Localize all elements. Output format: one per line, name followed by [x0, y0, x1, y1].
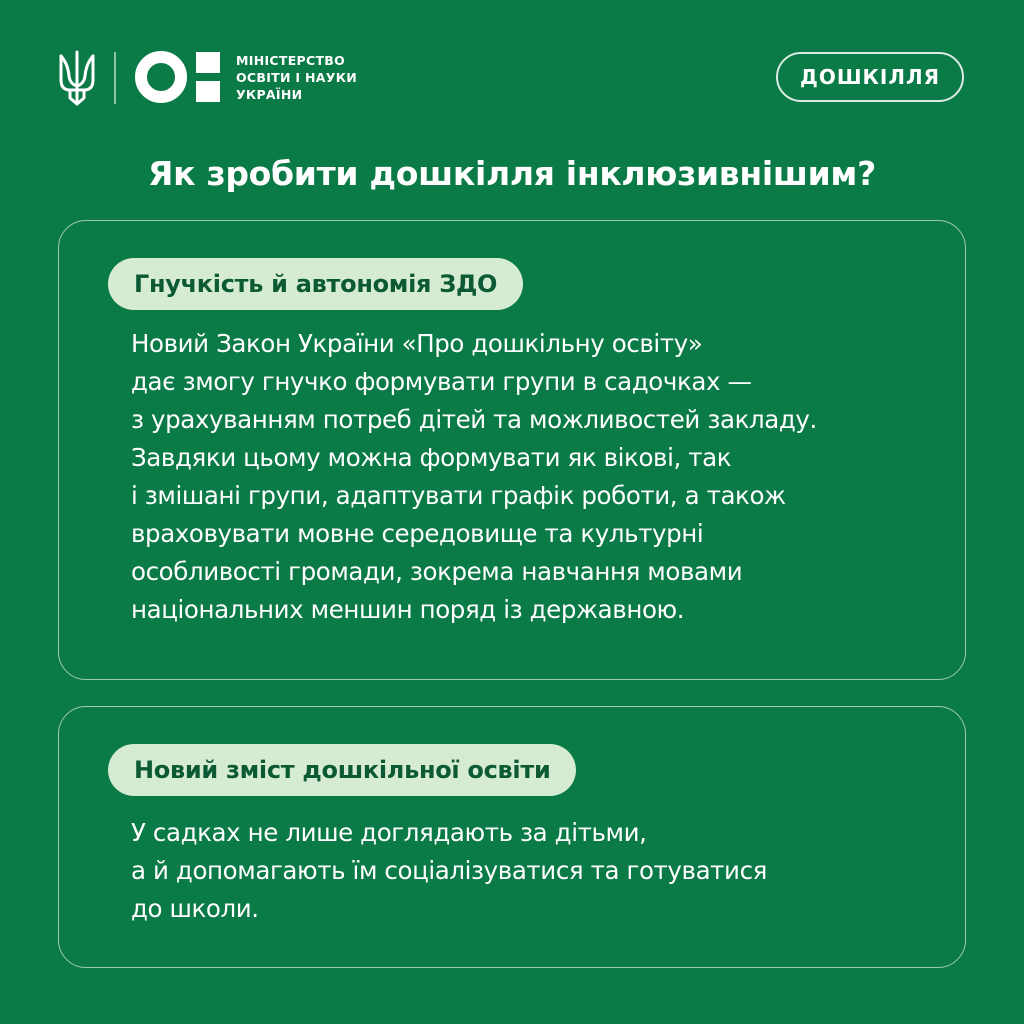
- info-card: [58, 706, 966, 968]
- card-heading: Новий зміст дошкільної освіти: [108, 744, 576, 796]
- card-line: дає змогу гнучко формувати групи в садочках —: [131, 367, 752, 396]
- card-line: і змішані групи, адаптувати графік роботи, а також: [131, 481, 786, 510]
- ministry-logo-icon: [134, 50, 222, 104]
- card-line: з урахуванням потреб дітей та можливостей закладу.: [131, 405, 817, 434]
- card-line: національних меншин поряд із державною.: [131, 595, 685, 624]
- ministry-name-line: УКРАЇНИ: [236, 87, 303, 102]
- info-card: [58, 220, 966, 680]
- header-divider: [114, 52, 116, 104]
- card-body: [131, 325, 935, 629]
- page-title: Як зробити дошкілля інклюзивнішим?: [148, 154, 876, 193]
- card-line: особливості громади, зокрема навчання мовами: [131, 557, 743, 586]
- card-line: до школи.: [131, 894, 259, 923]
- card-heading: Гнучкість й автономія ЗДО: [108, 258, 523, 310]
- ministry-name: [236, 52, 357, 103]
- card-line: У садках не лише доглядають за дітьми,: [131, 818, 647, 847]
- section-badge: ДОШКІЛЛЯ: [776, 52, 964, 102]
- card-body: [131, 814, 935, 928]
- ministry-name-line: МІНІСТЕРСТВО: [236, 53, 346, 68]
- card-line: Новий Закон України «Про дошкільну освіту»: [131, 329, 703, 358]
- header: [0, 0, 1024, 150]
- card-line: а й допомагають їм соціалізуватися та готуватися: [131, 856, 767, 885]
- card-line: Завдяки цьому можна формувати як вікові, так: [131, 443, 732, 472]
- ministry-name-line: ОСВІТИ І НАУКИ: [236, 70, 357, 85]
- card-line: враховувати мовне середовище та культурні: [131, 519, 704, 548]
- trident-icon: [58, 50, 96, 106]
